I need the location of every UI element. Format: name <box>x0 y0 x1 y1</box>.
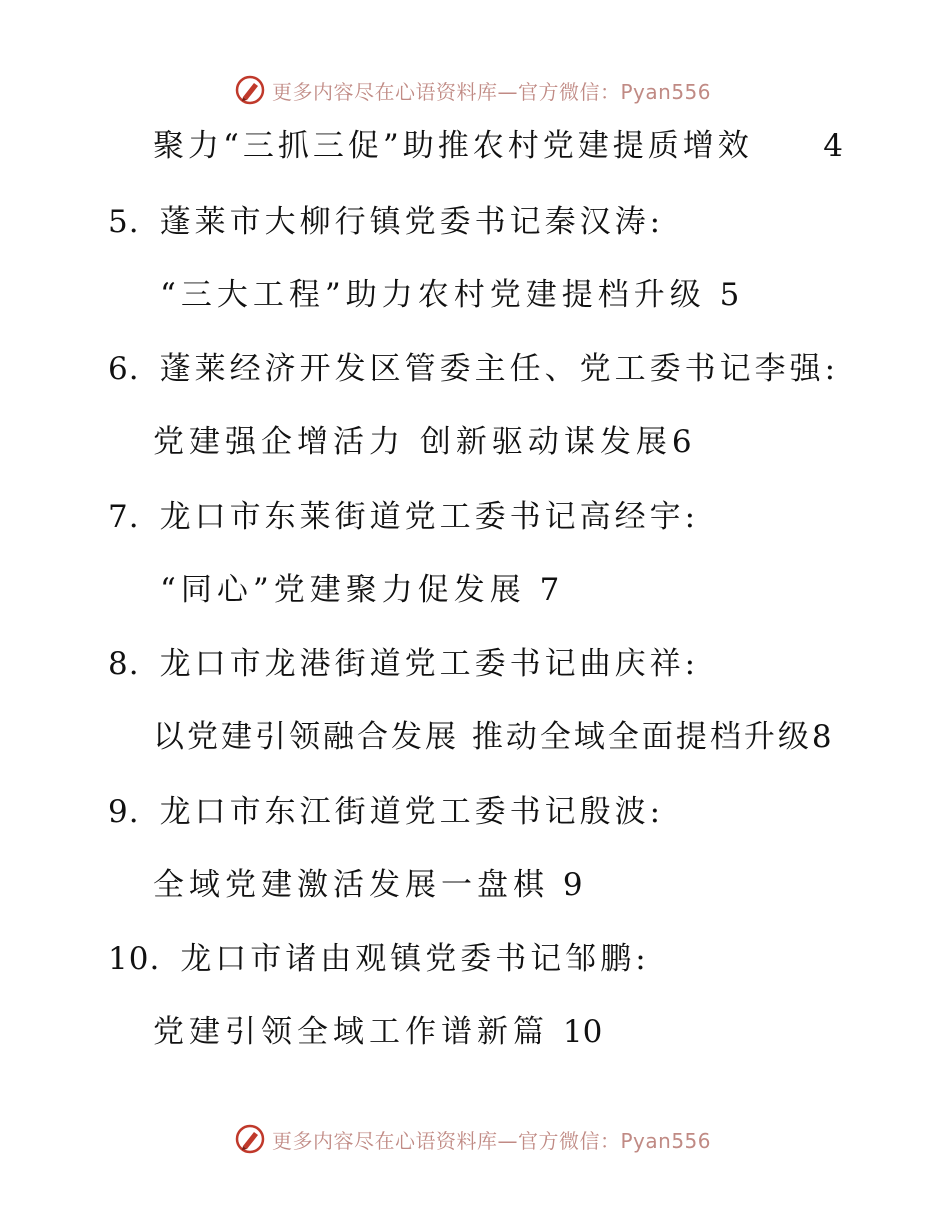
toc-entry-number: 5. <box>108 204 140 240</box>
toc-entry-title <box>108 202 664 242</box>
toc-entry-subtitle-line <box>160 570 559 610</box>
toc-page-number: 6 <box>671 424 692 460</box>
toc-entry-subtitle: 党建强企增活力 创新驱动谋发展 <box>153 424 672 460</box>
toc-entry-subtitle: 党建引领全域工作谱新篇 <box>153 1014 549 1050</box>
toc-entry-number: 6. <box>108 351 140 387</box>
pen-logo-icon <box>234 74 266 106</box>
toc-entry-subtitle: “同心”党建聚力促发展 <box>160 572 526 608</box>
pen-logo-icon <box>234 1123 266 1155</box>
toc-entry-subtitle-line <box>153 1012 602 1052</box>
toc-page-number: 7 <box>539 572 560 608</box>
watermark-text: 更多内容尽在心语资料库—官方微信：Pyan556 <box>272 1128 712 1153</box>
toc-entry-title-text: 龙口市龙港街道党工委书记曲庆祥: <box>159 646 700 682</box>
toc-page-number: 10 <box>562 1014 603 1050</box>
toc-page-number: 5 <box>719 277 740 313</box>
toc-entry-subtitle-line <box>153 865 583 905</box>
toc-entry-subtitle: 以党建引领融合发展 推动全域全面提档升级 <box>153 719 812 755</box>
toc-entry-title <box>108 349 839 389</box>
toc-entry-title <box>108 792 664 832</box>
toc-entry-title-text: 龙口市东莱街道党工委书记高经宇: <box>159 499 700 535</box>
toc-entry-number: 7. <box>108 499 140 535</box>
toc-entry-subtitle: 全域党建激活发展一盘棋 <box>153 867 549 903</box>
toc-entry-title-text: 蓬莱经济开发区管委主任、党工委书记李强: <box>159 351 840 387</box>
toc-entry-title-text: 龙口市诸由观镇党委书记邹鹏: <box>180 941 650 977</box>
toc-entry-subtitle-line <box>153 717 832 757</box>
toc-entry-title-text: 蓬莱市大柳行镇党委书记秦汉涛: <box>159 204 665 240</box>
toc-page-number: 9 <box>562 867 583 903</box>
toc-entry-number: 10. <box>108 941 161 977</box>
toc-entry-number: 9. <box>108 794 140 830</box>
toc-continued-line <box>153 126 843 166</box>
toc-entry-number: 8. <box>108 646 140 682</box>
toc-page-number: 8 <box>811 719 832 755</box>
watermark-footer <box>234 1121 711 1157</box>
toc-entry-title-text: 龙口市东江街道党工委书记殷波: <box>159 794 665 830</box>
toc-entry-subtitle: 聚力“三抓三促”助推农村党建提质增效 <box>153 128 753 164</box>
toc-entry-title <box>108 939 650 979</box>
watermark-header <box>234 72 711 108</box>
toc-entry-title <box>108 644 699 684</box>
toc-page-number: 4 <box>823 128 843 164</box>
toc-entry-subtitle-line <box>160 275 739 315</box>
toc-entry-subtitle: “三大工程”助力农村党建提档升级 <box>160 277 706 313</box>
toc-entry-subtitle-line <box>153 422 692 462</box>
toc-entry-title <box>108 497 699 537</box>
watermark-text: 更多内容尽在心语资料库—官方微信：Pyan556 <box>272 79 712 104</box>
